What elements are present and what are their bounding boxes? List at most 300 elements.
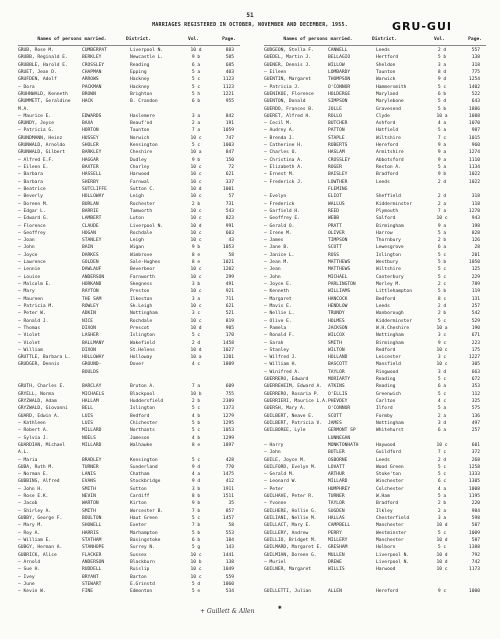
entry-volume: 5 c	[191, 77, 201, 83]
entry-name: GUBRICK, Alice	[18, 552, 57, 558]
register-entry	[18, 522, 240, 529]
entry-district: Rochdale	[130, 230, 153, 236]
entry-district: Dudley	[130, 157, 147, 163]
entry-volume: 7 c	[437, 450, 447, 456]
entry-name: GUILE, Joyce M.	[264, 457, 306, 463]
entry-name: GUDGEON, Stella F.	[264, 48, 314, 53]
entry-page: 587	[471, 523, 480, 529]
entry-name	[264, 186, 328, 193]
entry-spouse-surname: HASSELL	[82, 172, 102, 178]
entry-name: GUERRERO, Rosaria P.	[264, 391, 320, 397]
entry-page: 529	[471, 318, 480, 324]
entry-name: — Kenneth	[264, 289, 289, 295]
entry-name: GRUB, Rose M.	[18, 48, 54, 53]
entry-spouse-surname: TIMPSON	[328, 238, 348, 244]
entry-page: 131	[471, 296, 480, 302]
entry-spouse-surname: BROWN	[82, 91, 96, 97]
register-entry	[264, 332, 486, 339]
entry-district: Harwood	[376, 567, 396, 573]
entry-name: GUILLACT, Mary E.	[264, 523, 312, 529]
register-entry	[264, 296, 486, 303]
entry-district	[130, 376, 186, 383]
entry-page: 191	[225, 121, 234, 127]
entry-district: Farnworth	[130, 274, 155, 280]
entry-page: 35	[228, 501, 234, 507]
entry-spouse-surname	[82, 376, 130, 383]
entry-volume: 8 e	[191, 442, 201, 448]
entry-volume: 5 c	[437, 267, 447, 273]
entry-page: 299	[225, 274, 234, 280]
entry-district: Liverpool N.	[376, 552, 410, 558]
register-entry	[18, 398, 240, 405]
register-entry	[264, 91, 486, 98]
entry-district: Newcastle L.	[130, 55, 164, 61]
entry-volume: 10 d	[436, 523, 448, 529]
entry-district: Westminster	[376, 530, 407, 536]
register-entry	[18, 296, 240, 303]
entry-volume: 10 c	[190, 165, 202, 170]
entry-name: — William	[18, 347, 43, 353]
entry-volume: 2 b	[437, 501, 447, 507]
entry-spouse-surname: MICHAEL	[328, 274, 348, 280]
entry-name: — Garfield H.	[264, 208, 300, 214]
entry-name: — Ronald F.	[264, 333, 295, 339]
register-entry	[264, 237, 486, 244]
entry-volume: 10 d	[436, 552, 448, 558]
entry-name: GRUNDY, Joyce	[18, 121, 54, 127]
entry-page: 1003	[222, 143, 234, 149]
entry-district: Wood Green	[376, 464, 404, 470]
entry-name: — Barbara	[18, 172, 43, 178]
entry-name: — Dora	[18, 84, 35, 90]
entry-page: 1053	[222, 245, 234, 251]
entry-spouse-surname: HALLAS	[328, 516, 345, 521]
entry-page: 1333	[468, 472, 480, 478]
entry-district: St.Helens	[130, 347, 155, 353]
register-entry	[18, 149, 240, 156]
register-entry	[264, 303, 486, 310]
entry-name	[264, 581, 328, 588]
entry-volume: 4 b	[191, 435, 201, 441]
entry-spouse-surname: HOLLOWAY	[82, 194, 105, 200]
entry-district: Blackpool	[130, 391, 155, 397]
entry-page: 138	[471, 55, 480, 61]
entry-name: — Mary	[18, 289, 35, 295]
entry-spouse-surname: CHAPMAN	[82, 69, 102, 75]
register-entry	[18, 201, 240, 208]
register-entry	[264, 361, 486, 368]
entry-page: 1001	[222, 186, 234, 192]
entry-district: Holborn	[376, 545, 396, 551]
entry-volume: 10 c	[190, 230, 202, 236]
entry-district: Redford	[376, 347, 396, 353]
entry-volume: 10 c	[436, 216, 448, 222]
entry-volume: 8 c	[437, 296, 447, 302]
entry-volume: 7 b	[191, 508, 201, 514]
header-page: Page.	[222, 37, 236, 42]
register-entry	[18, 54, 240, 61]
entry-page: 1060	[222, 581, 234, 587]
entry-volume: 6 a	[437, 384, 447, 390]
register-entry	[18, 208, 240, 215]
entry-volume: 10 c	[436, 567, 448, 573]
entry-page: 58	[228, 523, 234, 529]
register-entry	[264, 464, 486, 471]
entry-volume: 10 a	[436, 325, 448, 331]
entry-spouse-surname: MULLEN	[328, 552, 345, 558]
entry-name: GUILLETTI, Julian	[264, 589, 312, 595]
entry-district: Marhampton	[130, 530, 158, 536]
register-entry	[18, 493, 240, 500]
entry-name: — Nellie L.	[264, 311, 295, 317]
register-entry	[18, 457, 240, 464]
entry-district: Wimbrove	[130, 252, 153, 258]
entry-spouse-surname: SHERBY	[82, 179, 99, 185]
entry-volume: 2 d	[437, 194, 447, 200]
entry-spouse-surname: BUTLER	[328, 450, 345, 456]
entry-page: 119	[471, 289, 480, 295]
entry-district: Salford	[376, 216, 396, 222]
entry-name: GUBBY, George F.	[18, 516, 63, 521]
entry-volume: 10 c	[436, 347, 448, 353]
entry-volume	[186, 106, 206, 113]
entry-volume	[186, 376, 206, 383]
register-entry	[264, 391, 486, 398]
entry-district: E.Grinstd	[130, 581, 155, 587]
register-entry	[264, 164, 486, 171]
entry-spouse-surname: HOLDERGE	[328, 91, 351, 97]
entry-page: 403	[225, 69, 234, 75]
entry-volume: 2 d	[437, 457, 447, 463]
entry-spouse-surname: SMITH	[82, 486, 96, 492]
entry-volume: 10 b	[190, 391, 202, 397]
entry-page: 170	[225, 333, 234, 339]
register-entry	[264, 113, 486, 120]
register-entry	[264, 149, 486, 156]
entry-spouse-surname: DARKES	[82, 252, 99, 258]
entry-district: Chesterfield	[376, 516, 410, 521]
entry-volume: 5 c	[191, 516, 201, 521]
entry-name: GRUNDMANN, Heinz	[18, 135, 63, 141]
entry-volume: 10 b	[190, 559, 202, 565]
entry-spouse-surname: BERKLEY	[82, 55, 102, 61]
register-entry	[18, 508, 240, 515]
entry-spouse-surname: MATTHEWS	[328, 260, 351, 266]
register-entry	[264, 318, 486, 325]
entry-spouse-surname: HOLMES	[328, 318, 345, 324]
entry-page: 847	[225, 150, 234, 156]
entry-name: — Winifred A.	[264, 369, 300, 375]
register-entry	[264, 588, 486, 595]
entry-page: 1123	[222, 77, 234, 83]
register-entry	[264, 340, 486, 347]
entry-page: 1373	[222, 406, 234, 412]
entry-district: Islington	[130, 333, 155, 339]
register-entry	[18, 179, 240, 186]
register-entry	[18, 354, 240, 361]
entry-spouse-surname: ATKINS	[328, 384, 345, 390]
register-entry	[18, 318, 240, 325]
entry-name	[18, 376, 82, 383]
entry-spouse-surname: WEBB	[328, 216, 340, 222]
entry-page: 175	[471, 347, 480, 353]
entry-spouse-surname: THE SAM	[82, 296, 102, 302]
entry-spouse-surname: TAYLOR	[328, 501, 345, 507]
entry-page: 1809	[222, 362, 234, 368]
entry-spouse-surname: MILLERY	[328, 537, 348, 543]
entry-volume: 3 d	[437, 369, 447, 375]
entry-district: Nottingham	[376, 420, 404, 426]
entry-volume: 10 c	[190, 216, 202, 222]
entry-name: GUILBERT, Patricia V.	[264, 420, 323, 426]
entry-name: — Eileen	[264, 69, 287, 75]
entry-district: Luton	[130, 216, 144, 222]
entry-name: — Leonard W.	[264, 479, 298, 485]
register-entry	[264, 76, 486, 83]
entry-district: Clyde	[376, 113, 390, 119]
entry-spouse-surname: SIMPSON	[328, 99, 348, 105]
entry-volume: 10 c	[190, 567, 202, 573]
entry-volume: 9 b	[191, 245, 201, 251]
entry-district: Sale-Hughes	[130, 260, 161, 266]
entry-name: — Maureen	[18, 296, 43, 302]
entry-spouse-surname: ARTHUR	[328, 472, 345, 478]
entry-district: Harrow	[376, 230, 393, 236]
entry-volume: 5 a	[191, 69, 201, 75]
entry-district: Islington	[376, 252, 401, 258]
entry-page: 742	[471, 559, 480, 565]
left-column-header	[18, 36, 240, 46]
entry-name: — Gerald O.	[264, 223, 295, 229]
entry-page: 1123	[222, 84, 234, 90]
entry-name: GRUDGER, Dennis	[18, 362, 60, 368]
entry-spouse-surname: ANDERSON	[82, 274, 105, 280]
entry-spouse-surname: TURNER	[82, 464, 99, 470]
entry-district: Winchester	[376, 479, 404, 485]
entry-spouse-surname: CAMPBELL	[328, 523, 351, 529]
entry-volume: 8 d	[437, 69, 447, 75]
entry-spouse-surname: JOLLE	[328, 106, 342, 112]
entry-spouse-surname: PRATT	[328, 223, 342, 229]
entry-volume: 10 d	[190, 186, 202, 192]
register-entry	[18, 435, 240, 442]
entry-volume: 5 c	[437, 274, 447, 280]
entry-district: Chichester	[130, 420, 158, 426]
entry-spouse-surname: LOMBARDY	[328, 69, 351, 75]
entry-volume: 5 c	[191, 333, 201, 339]
entry-spouse-surname	[328, 574, 376, 581]
register-entry	[18, 230, 240, 237]
entry-page	[206, 106, 234, 113]
entry-spouse-surname: DAWLAUF	[82, 267, 102, 273]
entry-volume: 5 c	[191, 143, 201, 149]
entry-page: 828	[471, 230, 480, 236]
register-entry	[264, 142, 486, 149]
register-entry	[18, 69, 240, 76]
entry-page: 497	[471, 420, 480, 426]
entry-volume: 9 d	[437, 77, 447, 83]
entry-spouse-surname: FLEMING	[328, 186, 348, 192]
entry-spouse-surname: PACKMAN	[82, 84, 102, 90]
entry-district: Chatham	[130, 472, 150, 478]
entry-page: 747	[225, 135, 234, 141]
entry-district: Ilkeston	[130, 296, 153, 302]
entry-district: Haywood	[376, 442, 396, 448]
entry-district: Holloway	[130, 355, 153, 361]
entry-volume: 2 d	[437, 303, 447, 309]
entry-spouse-surname: ADKIN	[82, 311, 96, 317]
entry-district: Abbotsford	[376, 157, 404, 163]
entry-district: Thornbury	[376, 238, 401, 244]
entry-page: 1027	[222, 347, 234, 353]
register-entry	[18, 215, 240, 222]
entry-name: — John	[264, 274, 281, 280]
register-entry	[264, 500, 486, 507]
entry-volume: 5 b	[191, 420, 201, 426]
entry-district	[376, 435, 432, 442]
register-entry	[264, 98, 486, 105]
register-entry	[264, 252, 486, 259]
entry-volume	[432, 581, 452, 588]
entry-page: 1221	[222, 91, 234, 97]
entry-volume: 5 h	[191, 91, 201, 97]
entry-spouse-surname: ARROWS	[82, 77, 99, 83]
entry-name: — Pamela	[264, 325, 287, 331]
entry-page: 1134	[468, 165, 480, 170]
entry-volume: 5 c	[191, 84, 201, 90]
entry-volume: 7 a	[437, 208, 447, 214]
entry-district: Northants	[130, 428, 155, 434]
entry-volume: 9 b	[191, 501, 201, 507]
entry-page: 1278	[468, 208, 480, 214]
entry-name: — Irene M.	[264, 230, 292, 236]
entry-name: — Kevin W.	[18, 589, 46, 595]
entry-name: GUARD, Edwin A.	[18, 413, 60, 419]
entry-volume	[432, 435, 452, 442]
register-entry	[18, 244, 240, 251]
register-entry	[264, 493, 486, 500]
entry-page: 542	[471, 311, 480, 317]
entry-page: 1475	[222, 472, 234, 478]
entry-name: GUERSH, Mary A.	[264, 406, 306, 412]
entry-page	[452, 186, 480, 193]
entry-volume: 5 a	[437, 494, 447, 500]
register-entry	[264, 120, 486, 127]
entry-name: — Beatrice	[18, 186, 46, 192]
right-column-header	[264, 36, 486, 46]
entry-page: 609	[225, 384, 234, 390]
entry-page: 991	[225, 223, 234, 229]
entry-spouse-surname: TURNER	[328, 494, 345, 500]
entry-name: GUILIANI, Nellie M.	[264, 516, 317, 521]
entry-spouse-surname: LUNNEGAN	[328, 435, 351, 441]
entry-district: Ruislip	[130, 567, 150, 573]
entry-name: — Lawrence	[18, 260, 46, 266]
entry-name: GUENTON, Donald	[264, 99, 306, 105]
entry-page: 223	[471, 340, 480, 346]
entry-page: 491	[225, 282, 234, 287]
entry-volume: 2 d	[191, 340, 201, 346]
entry-name: — Alfred E.F.	[18, 157, 54, 163]
entry-page: 1022	[468, 172, 480, 178]
register-entry	[264, 208, 486, 215]
entry-spouse-surname: LASHER	[82, 333, 99, 339]
entry-spouse-surname: HUMPHREY	[328, 486, 351, 492]
entry-name: — Mary M.	[18, 523, 43, 529]
entry-volume: 10 d	[436, 559, 448, 565]
entry-volume: 8 e	[191, 260, 201, 266]
entry-volume: 5 c	[437, 84, 447, 90]
register-entry	[264, 544, 486, 551]
entry-district: Bruton A.	[130, 384, 155, 390]
entry-name: GUERRERO, Edward	[264, 377, 309, 383]
entry-district: Leeds	[376, 48, 390, 53]
entry-district: Plymouth	[376, 208, 399, 214]
entry-district: Liverpool N.	[376, 559, 410, 565]
entry-name: GUILMIAN, Doreen G.	[264, 552, 317, 558]
entry-name: GRUNWALD, Gilbert	[18, 150, 66, 156]
left-column	[18, 36, 240, 595]
entry-spouse-surname: BARKLEY	[82, 150, 102, 156]
entry-page: 1008	[468, 486, 480, 492]
entry-name: — Jean	[264, 267, 281, 273]
register-entry	[18, 427, 240, 434]
register-entry	[18, 376, 240, 383]
entry-name: — Harry	[264, 442, 284, 448]
entry-district: Jameson	[130, 435, 150, 441]
entry-volume: 5 c	[437, 318, 447, 324]
header-names: Names of persons married.	[37, 37, 107, 42]
entry-volume: 6 a	[191, 62, 201, 68]
entry-spouse-surname: JAMES	[328, 420, 342, 426]
entry-page: 671	[471, 333, 480, 339]
entry-volume	[186, 369, 206, 376]
entry-volume: 10 c	[190, 238, 202, 244]
entry-spouse-surname: OLIVER	[328, 230, 345, 236]
entry-spouse-surname: SCOTT	[328, 413, 342, 419]
entry-district: Harwood	[130, 172, 150, 178]
entry-volume: 2 c	[437, 282, 447, 287]
entry-district: Armitshire	[376, 150, 404, 156]
entry-spouse-surname: BAISLEY	[328, 172, 348, 178]
entry-volume: 6 b	[191, 537, 201, 543]
register-entry	[18, 303, 240, 310]
entry-spouse-surname: BOULTON	[82, 516, 102, 521]
entry-volume: 5 b	[191, 530, 201, 536]
entry-name: — Sylvia J.	[18, 435, 49, 441]
entry-volume: 4 b	[191, 413, 201, 419]
entry-spouse-surname: EDWARDS	[82, 113, 102, 119]
entry-district	[130, 106, 186, 113]
entry-name: GUILNER, Margaret	[264, 567, 312, 573]
entry-page: 138	[225, 559, 234, 565]
entry-district: Skegness	[130, 282, 153, 287]
entry-page: 305	[471, 362, 480, 368]
entry-district: Blackburn	[130, 559, 155, 565]
entry-name: GUBA, Ruth M.	[18, 464, 54, 470]
entry-page: 819	[225, 318, 234, 324]
entry-district: Hertford	[376, 55, 399, 61]
entry-volume: 7 a	[191, 384, 201, 390]
register-entry	[18, 500, 240, 507]
entry-district	[376, 186, 432, 193]
entry-page: 1050	[468, 260, 480, 266]
entry-name: GUILMARD, Margaret E.	[264, 545, 323, 551]
register-entry	[264, 84, 486, 91]
entry-spouse-surname: WILCOX	[328, 333, 345, 339]
register-entry	[18, 369, 240, 376]
entry-page: 257	[471, 303, 480, 309]
